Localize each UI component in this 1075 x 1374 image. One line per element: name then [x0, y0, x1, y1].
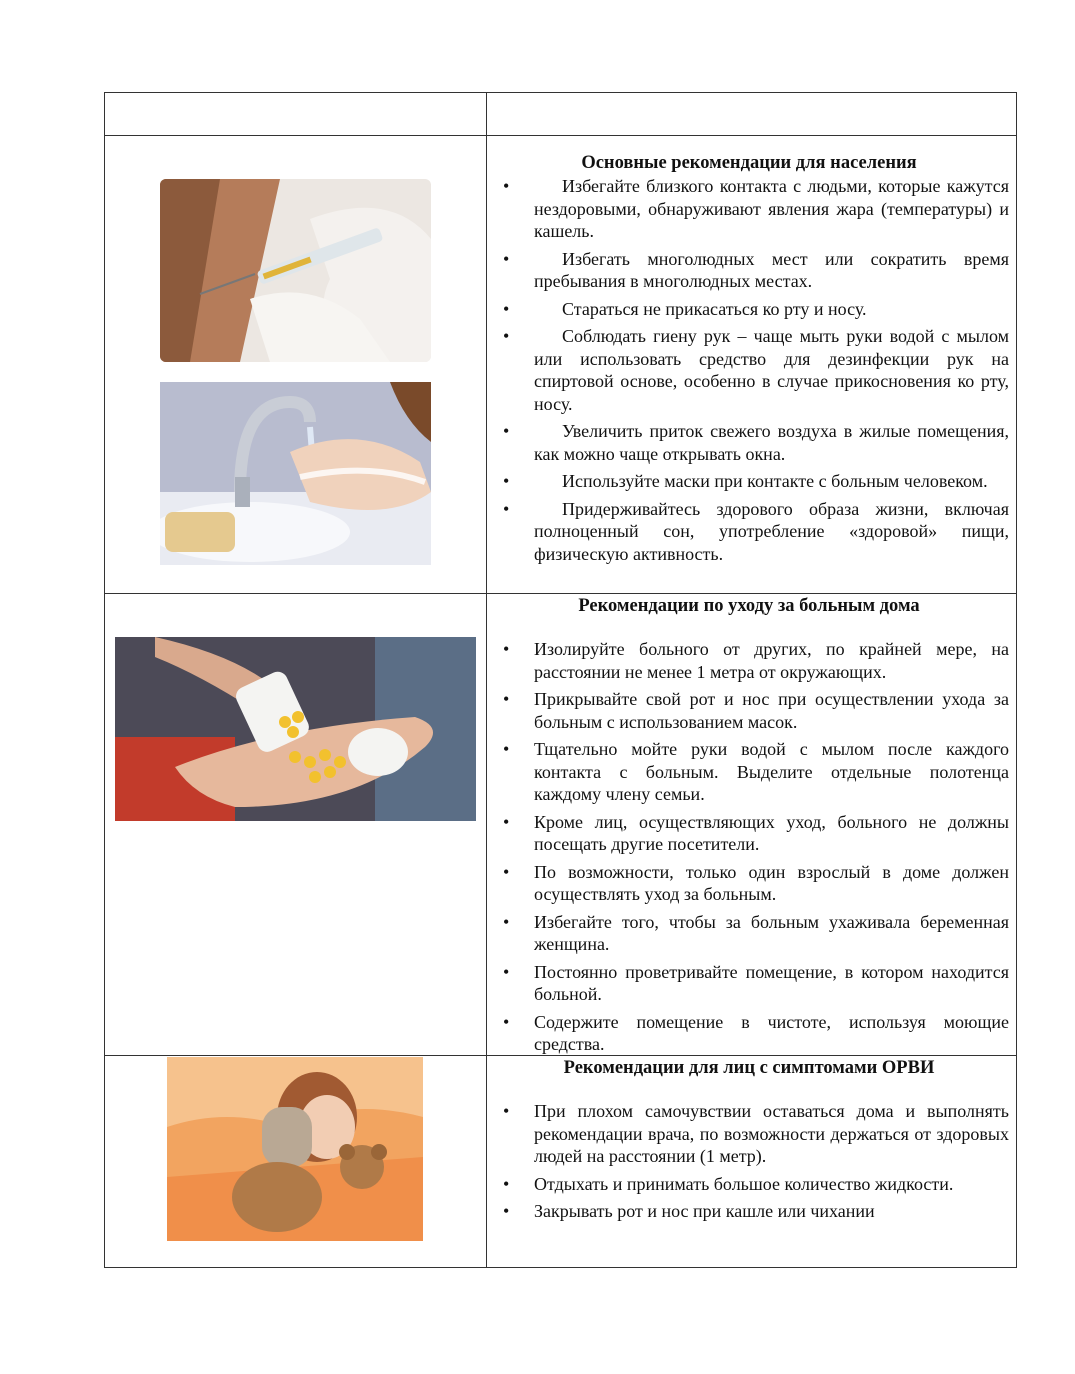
list-item: • Прикрывайте свой рот и нос при осуществлении ухода за больным с использованием масок. — [489, 688, 1009, 733]
section-heading: Основные рекомендации для населения — [581, 153, 917, 173]
table-column-divider — [486, 92, 487, 1268]
recommendations-table — [104, 92, 1017, 1268]
recommendation-list — [489, 175, 1009, 565]
table-border-left — [104, 92, 105, 1268]
list-item: • По возможности, только один взрослый в доме должен осуществлять уход за больным. — [489, 861, 1009, 906]
list-item: • Избегайте того, чтобы за больным ухаживала беременная женщина. — [489, 911, 1009, 956]
list-item: • Отдыхать и принимать большое количество жидкости. — [489, 1173, 1009, 1196]
list-item: • Кроме лиц, осуществляющих уход, больного не должны посещать другие посетители. — [489, 811, 1009, 856]
handwashing-photo — [160, 382, 431, 565]
table-border-bottom — [104, 1267, 1017, 1268]
list-item: • Стараться не прикасаться ко рту и носу. — [489, 298, 1009, 321]
list-item: • Используйте маски при контакте с больным человеком. — [489, 470, 1009, 493]
list-item: • Постоянно проветривайте помещение, в котором находится больной. — [489, 961, 1009, 1006]
list-item: • Изолируйте больного от других, по крайней мере, на расстоянии не менее 1 метра от окружающих. — [489, 638, 1009, 683]
section-arvi-symptoms — [489, 1056, 1009, 1228]
vaccination-photo — [160, 179, 431, 362]
list-item: • Увеличить приток свежего воздуха в жилые помещения, как можно чаще открывать окна. — [489, 420, 1009, 465]
table-border-right — [1016, 92, 1017, 1268]
table-border-top — [104, 92, 1017, 93]
table-row-divider — [104, 135, 1017, 136]
section-heading: Рекомендации по уходу за больным дома — [578, 596, 920, 616]
list-item: • Закрывать рот и нос при кашле или чихании — [489, 1200, 1009, 1223]
list-item: • Тщательно мойте руки водой с мылом после каждого контакта с больным. Выделите отдельные полотенца каждому члену семьи. — [489, 738, 1009, 806]
recommendation-list — [489, 638, 1009, 1056]
list-item: • Избегать многолюдных мест или сократить время пребывания в многолюдных местах. — [489, 248, 1009, 293]
list-item: • Содержите помещение в чистоте, используя моющие средства. — [489, 1011, 1009, 1056]
list-item: • Придерживайтесь здорового образа жизни, включая полноценный сон, употребление «здоровой» пищи, физическую активность. — [489, 498, 1009, 566]
recommendation-list — [489, 1100, 1009, 1223]
list-item: • При плохом самочувствии оставаться дома и выполнять рекомендации врача, по возможности держаться от здоровых людей на расстоянии (1 метр). — [489, 1100, 1009, 1168]
section-general-recommendations — [489, 151, 1009, 570]
pills-photo — [115, 637, 476, 821]
section-heading: Рекомендации для лиц с симптомами ОРВИ — [563, 1058, 935, 1078]
list-item: • Избегайте близкого контакта с людьми, которые кажутся нездоровыми, обнаруживают явления жара (температуры) и кашель. — [489, 175, 1009, 243]
sick-child-photo — [167, 1057, 423, 1241]
section-home-care — [489, 594, 1009, 1061]
list-item: • Соблюдать гиену рук – чаще мыть руки водой с мылом или использовать средство для дезинфекции рук на спиртовой основе, особенно в случае прикосновения ко рту, носу. — [489, 325, 1009, 415]
